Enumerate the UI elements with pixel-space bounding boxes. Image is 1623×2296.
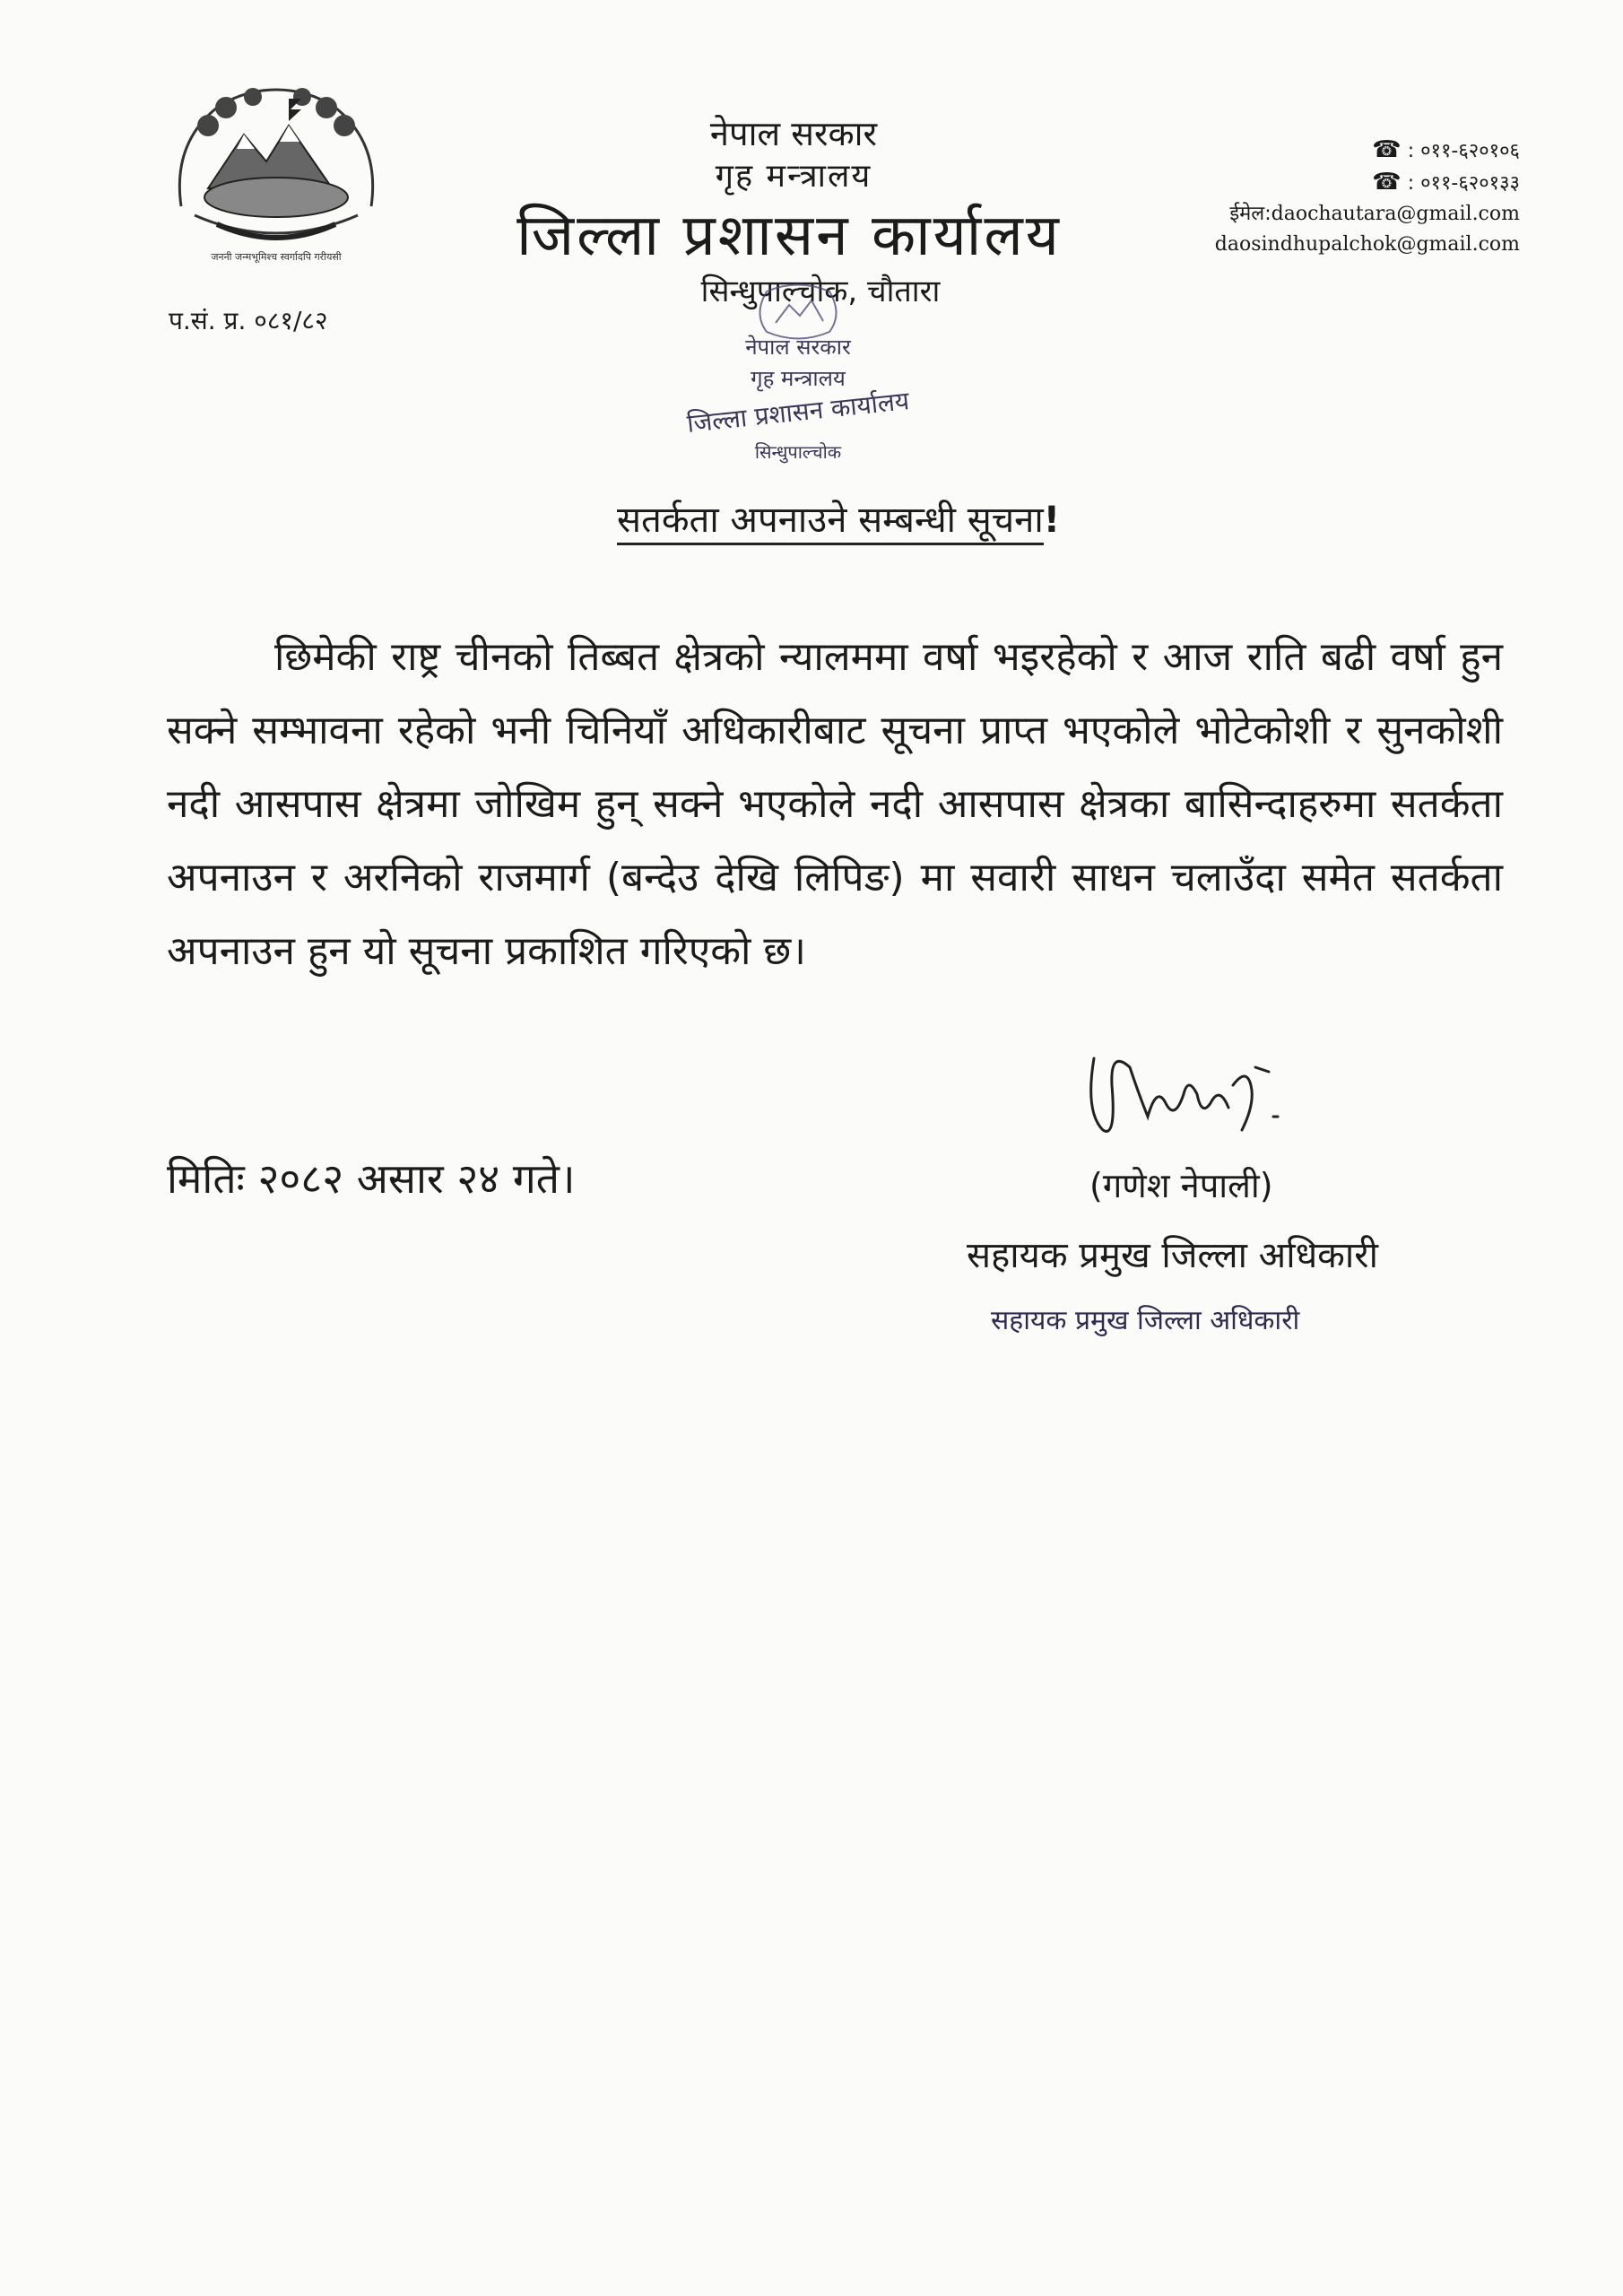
stamp-line-4: सिन्धुपाल्चोक	[754, 441, 842, 463]
email-line-2	[1215, 230, 1520, 260]
handwritten-signature	[1076, 1031, 1309, 1157]
office-location: सिन्धुपाल्चोक, चौतारा	[700, 274, 941, 309]
signatory-name: (गणेश नेपाली)	[1089, 1166, 1273, 1205]
email-address-1: daochautara@gmail.com	[1271, 203, 1520, 225]
phone-number-1: : ०११-६२०१०६	[1407, 140, 1520, 162]
phone-line-2	[1215, 167, 1520, 199]
phone-icon: ☎	[1372, 136, 1402, 163]
stamp-line-2: गृह मन्त्रालय	[751, 366, 846, 391]
signatory-title: सहायक प्रमुख जिल्ला अधिकारी	[967, 1235, 1378, 1276]
contact-block	[1215, 135, 1520, 260]
office-name: जिल्ला प्रशासन कार्यालय	[516, 203, 1062, 269]
notice-subject	[27, 493, 1623, 543]
reference-number: प.सं. प्र. ०८१/८२	[169, 306, 328, 335]
email-address-2: daosindhupalchok@gmail.com	[1214, 233, 1520, 256]
government-name: नेपाल सरकार	[709, 114, 878, 153]
phone-icon: ☎	[1372, 169, 1402, 196]
notice-date: मितिः २०८२ असार २४ गते।	[167, 1154, 576, 1203]
email-label: ईमेल:	[1229, 203, 1271, 225]
notice-subject-text: सतर्कता अपनाउने सम्बन्धी सूचना	[617, 500, 1044, 545]
phone-number-2: : ०११-६२०१३३	[1407, 172, 1520, 195]
stamp-line-1: नेपाल सरकार	[745, 335, 851, 360]
phone-line-1	[1215, 135, 1520, 167]
signatory-title-stamp: सहायक प्रमुख जिल्ला अधिकारी	[991, 1305, 1300, 1336]
notice-subject-mark: !	[1043, 500, 1060, 541]
notice-body-text: छिमेकी राष्ट्र चीनको तिब्बत क्षेत्रको न्यालममा वर्षा भइरहेको र आज राति बढी वर्षा हुन सक्ने सम्भावना रहेको भनी चिनियाँ अधिकारीबाट सूचना प्राप्त भएकोले भोटेकोशी र सुनकोशी नदी आसपास क्षेत्रमा जोखिम हुन् सक्ने भएकोले नदी आसपास क्षेत्रका बासिन्दाहरुमा सतर्कता अपनाउन र अरनिको राजमार्ग (बन्देउ देखि लिपिङ) मा सवारी साधन चलाउँदा समेत सतर्कता अपनाउन हुन यो सूचना प्रकाशित गरिएको छ।	[167, 634, 1503, 974]
stamp-line-3: जिल्ला प्रशासन कार्यालय	[685, 386, 911, 439]
ministry-name: गृह मन्त्रालय	[715, 158, 872, 195]
emblem-motto: जननी जन्मभूमिश्च स्वर्गादपि गरीयसी	[211, 251, 342, 263]
notice-body	[167, 621, 1503, 988]
email-line-1	[1215, 199, 1520, 230]
